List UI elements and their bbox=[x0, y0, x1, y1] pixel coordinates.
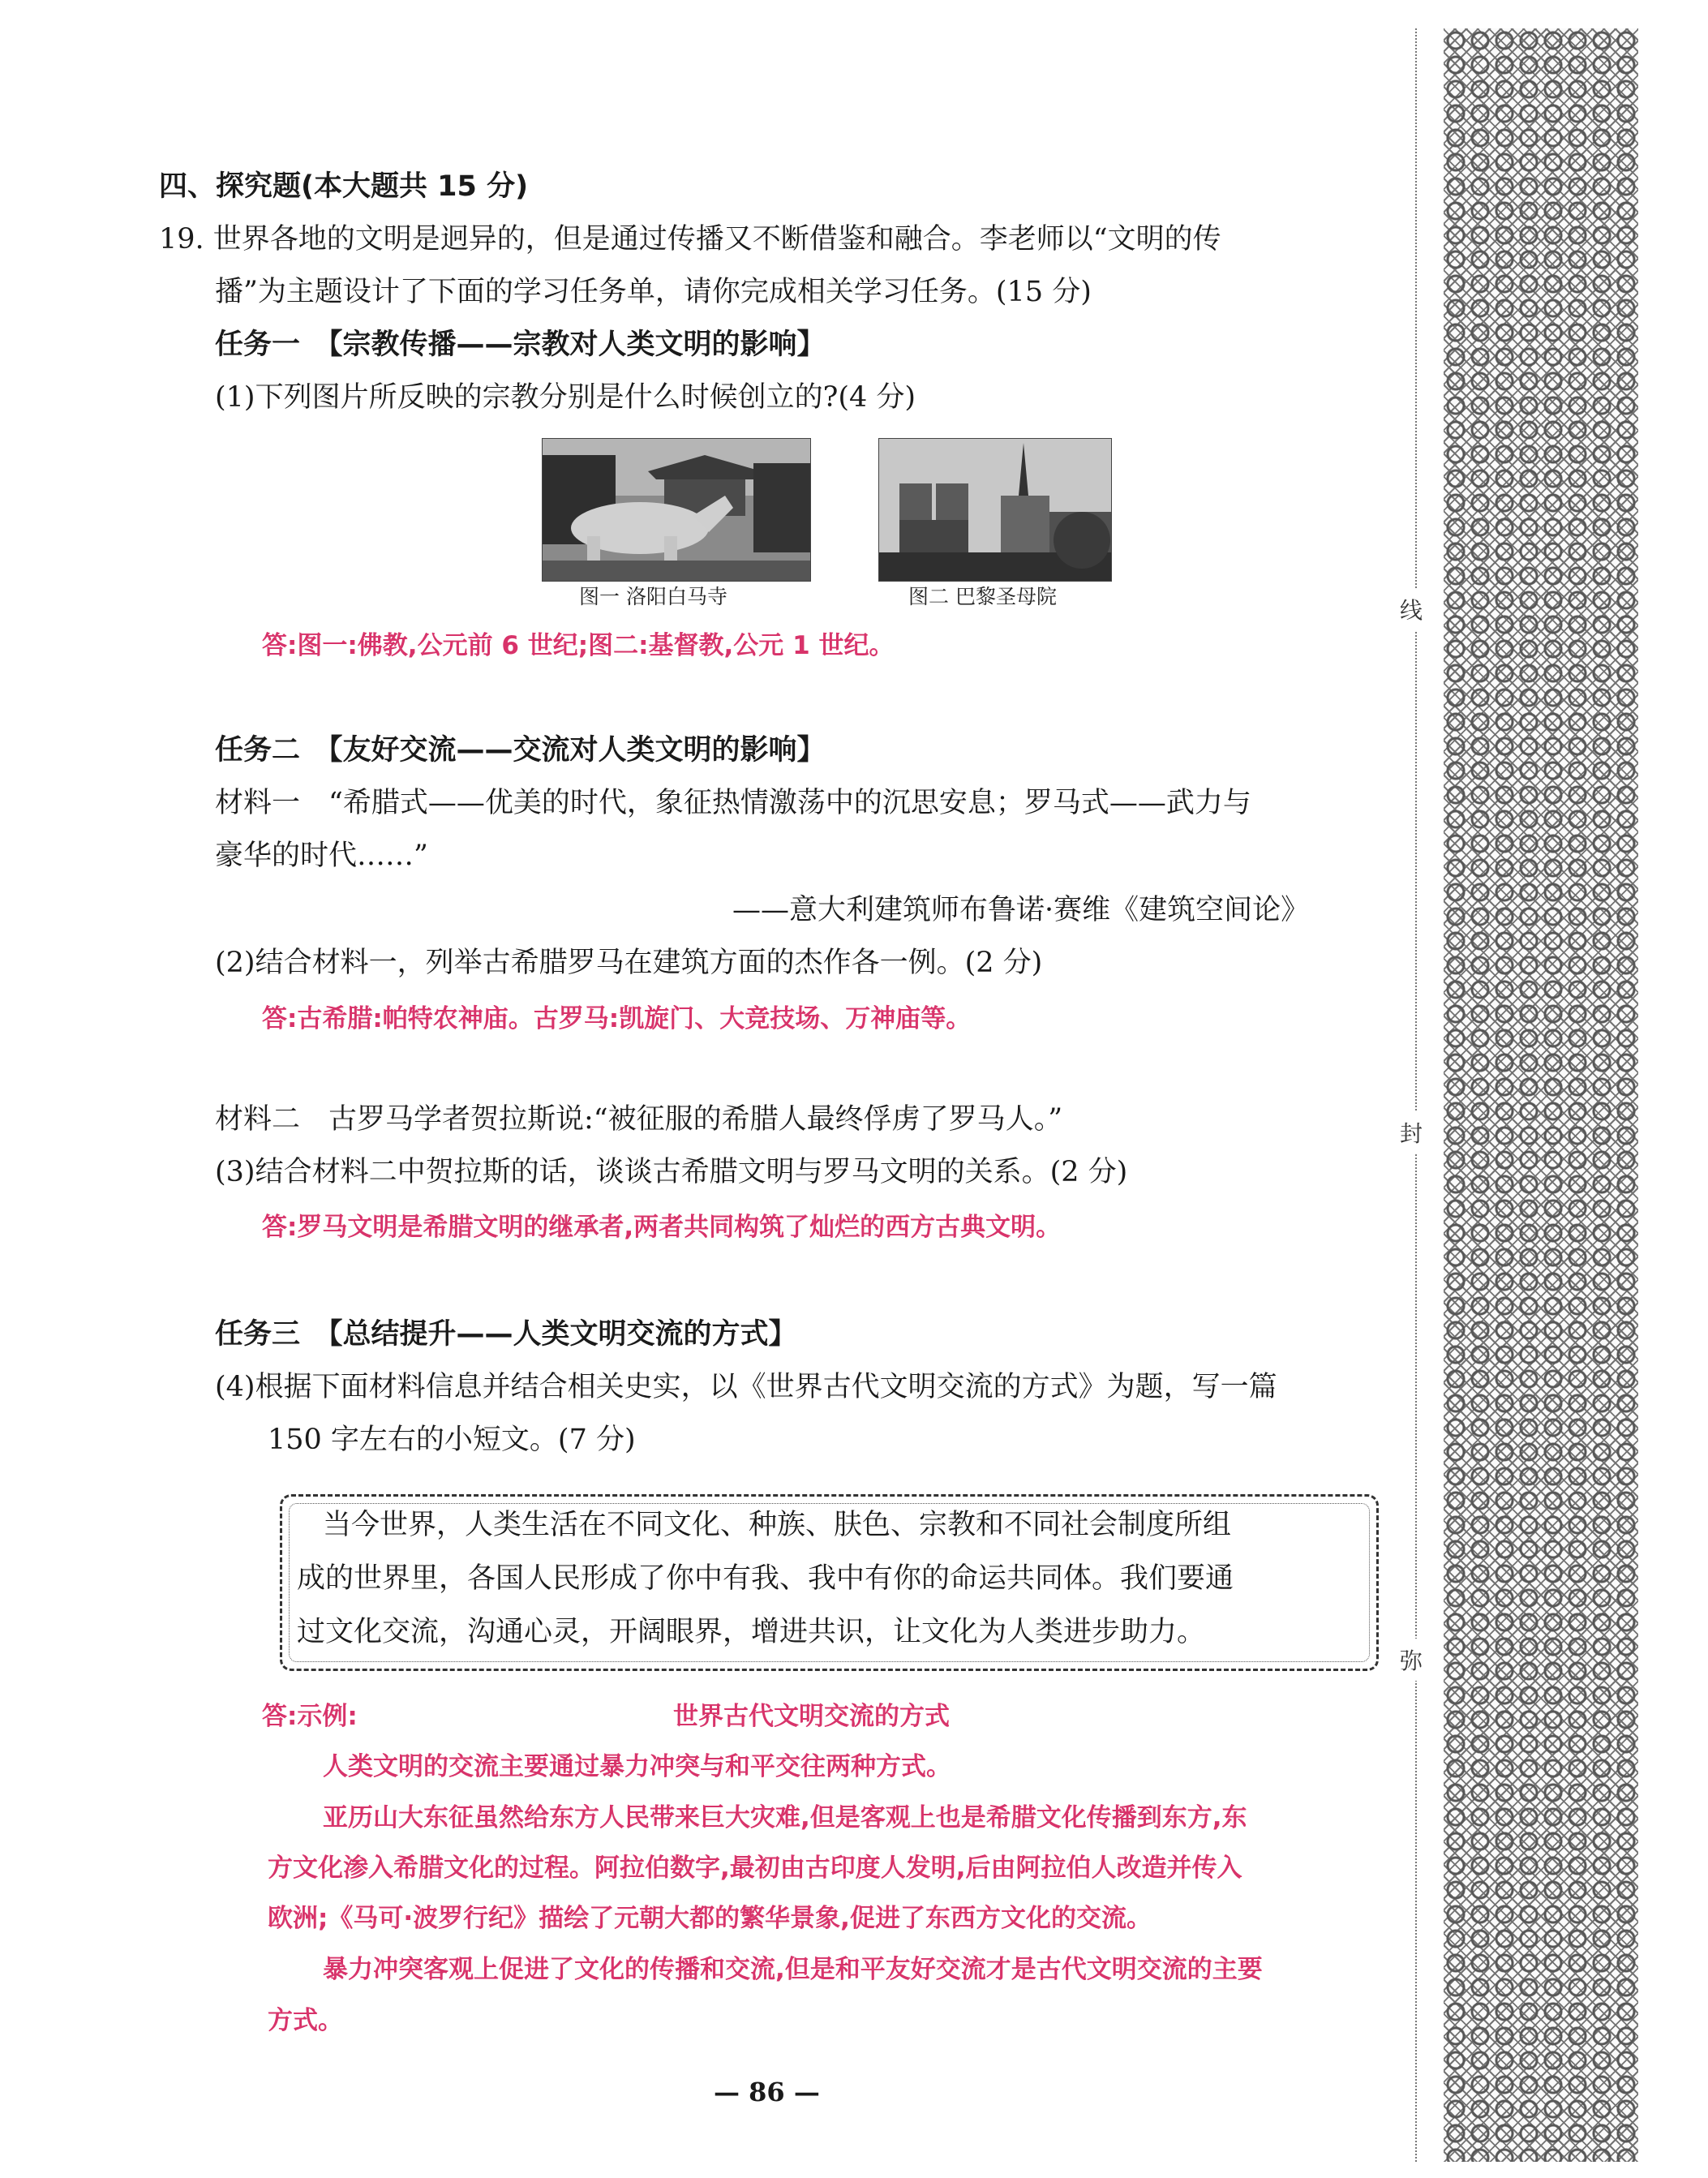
task2-title: 任务二 【友好交流——交流对人类文明的影响】 bbox=[215, 734, 826, 767]
side-mark-xian: 线 bbox=[1400, 588, 1423, 630]
task2-answer-2: 答:古希腊:帕特农神庙。古罗马:凯旋门、大竞技场、万神庙等。 bbox=[262, 1004, 972, 1033]
task3-answer-p1: 人类文明的交流主要通过暴力冲突与和平交往两种方式。 bbox=[323, 1752, 951, 1781]
side-mark-mi: 弥 bbox=[1400, 1639, 1423, 1681]
task3-answer-p3-line-1: 暴力冲突客观上促进了文化的传播和交流,但是和平友好交流才是古代文明交流的主要 bbox=[323, 1955, 1263, 1984]
task3-answer-label: 答:示例: bbox=[262, 1702, 358, 1731]
binding-dotted-line bbox=[1415, 28, 1417, 2162]
task1-question-1: (1)下列图片所反映的宗教分别是什么时候创立的?(4 分) bbox=[215, 381, 916, 414]
material1-source: ——意大利建筑师布鲁诺·赛维《建筑空间论》 bbox=[732, 894, 1310, 926]
question-line-2: 播”为主题设计了下面的学习任务单，请你完成相关学习任务。(15 分) bbox=[215, 276, 1092, 308]
section-header: 四、探究题(本大题共 15 分) bbox=[159, 170, 529, 203]
task1-title: 任务一 【宗教传播——宗教对人类文明的影响】 bbox=[215, 329, 826, 361]
task2-answer-3: 答:罗马文明是希腊文明的继承者,两者共同构筑了灿烂的西方古典文明。 bbox=[262, 1213, 1062, 1242]
box-line-2: 成的世界里，各国人民形成了你中有我、我中有你的命运共同体。我们要通 bbox=[297, 1562, 1234, 1595]
task3-answer-p2-line-3: 欧洲;《马可·波罗行纪》描绘了元朝大都的繁华景象,促进了东西方文化的交流。 bbox=[268, 1904, 1152, 1933]
task3-answer-p2-line-1: 亚历山大东征虽然给东方人民带来巨大灾难,但是客观上也是希腊文化传播到东方,东 bbox=[323, 1803, 1247, 1832]
task2-question-2: (2)结合材料一，列举古希腊罗马在建筑方面的杰作各一例。(2 分) bbox=[215, 947, 1043, 979]
task3-title: 任务三 【总结提升——人类文明交流的方式】 bbox=[215, 1318, 797, 1351]
task3-question-4-line-2: 150 字左右的小短文。(7 分) bbox=[268, 1424, 636, 1456]
material1-line-1: 材料一 “希腊式——优美的时代，象征热情激荡中的沉思安息；罗马式——武力与 bbox=[215, 787, 1251, 819]
side-mark-feng: 封 bbox=[1400, 1111, 1423, 1153]
photo-notre-dame bbox=[878, 438, 1112, 582]
task3-answer-title: 世界古代文明交流的方式 bbox=[673, 1702, 950, 1731]
task3-question-4-line-1: (4)根据下面材料信息并结合相关史实，以《世界古代文明交流的方式》为题，写一篇 bbox=[215, 1371, 1277, 1403]
margin-pattern bbox=[1444, 28, 1638, 2162]
task1-answer: 答:图一:佛教,公元前 6 世纪;图二:基督教,公元 1 世纪。 bbox=[262, 631, 895, 660]
box-line-1: 当今世界，人类生活在不同文化、种族、肤色、宗教和不同社会制度所组 bbox=[323, 1509, 1232, 1541]
task3-answer-p2-line-2: 方文化渗入希腊文化的过程。阿拉伯数字,最初由古印度人发明,后由阿拉伯人改造并传入 bbox=[268, 1854, 1242, 1883]
photo-baima-temple bbox=[542, 438, 811, 582]
question-line-1: 19. 世界各地的文明是迥异的，但是通过传播又不断借鉴和融合。李老师以“文明的传 bbox=[159, 223, 1221, 256]
fig2-caption: 图二 巴黎圣母院 bbox=[908, 585, 1057, 608]
task2-question-3: (3)结合材料二中贺拉斯的话，谈谈古希腊文明与罗马文明的关系。(2 分) bbox=[215, 1156, 1128, 1188]
box-line-3: 过文化交流，沟通心灵，开阔眼界，增进共识，让文化为人类进步助力。 bbox=[297, 1616, 1206, 1648]
material-box bbox=[280, 1494, 1379, 1671]
fig1-caption: 图一 洛阳白马寺 bbox=[579, 585, 727, 608]
task3-answer-p3-line-2: 方式。 bbox=[268, 2006, 343, 2035]
material2: 材料二 古罗马学者贺拉斯说:“被征服的希腊人最终俘虏了罗马人。” bbox=[215, 1103, 1063, 1136]
page-number: — 86 — bbox=[714, 2077, 820, 2107]
material1-line-2: 豪华的时代……” bbox=[215, 840, 428, 872]
